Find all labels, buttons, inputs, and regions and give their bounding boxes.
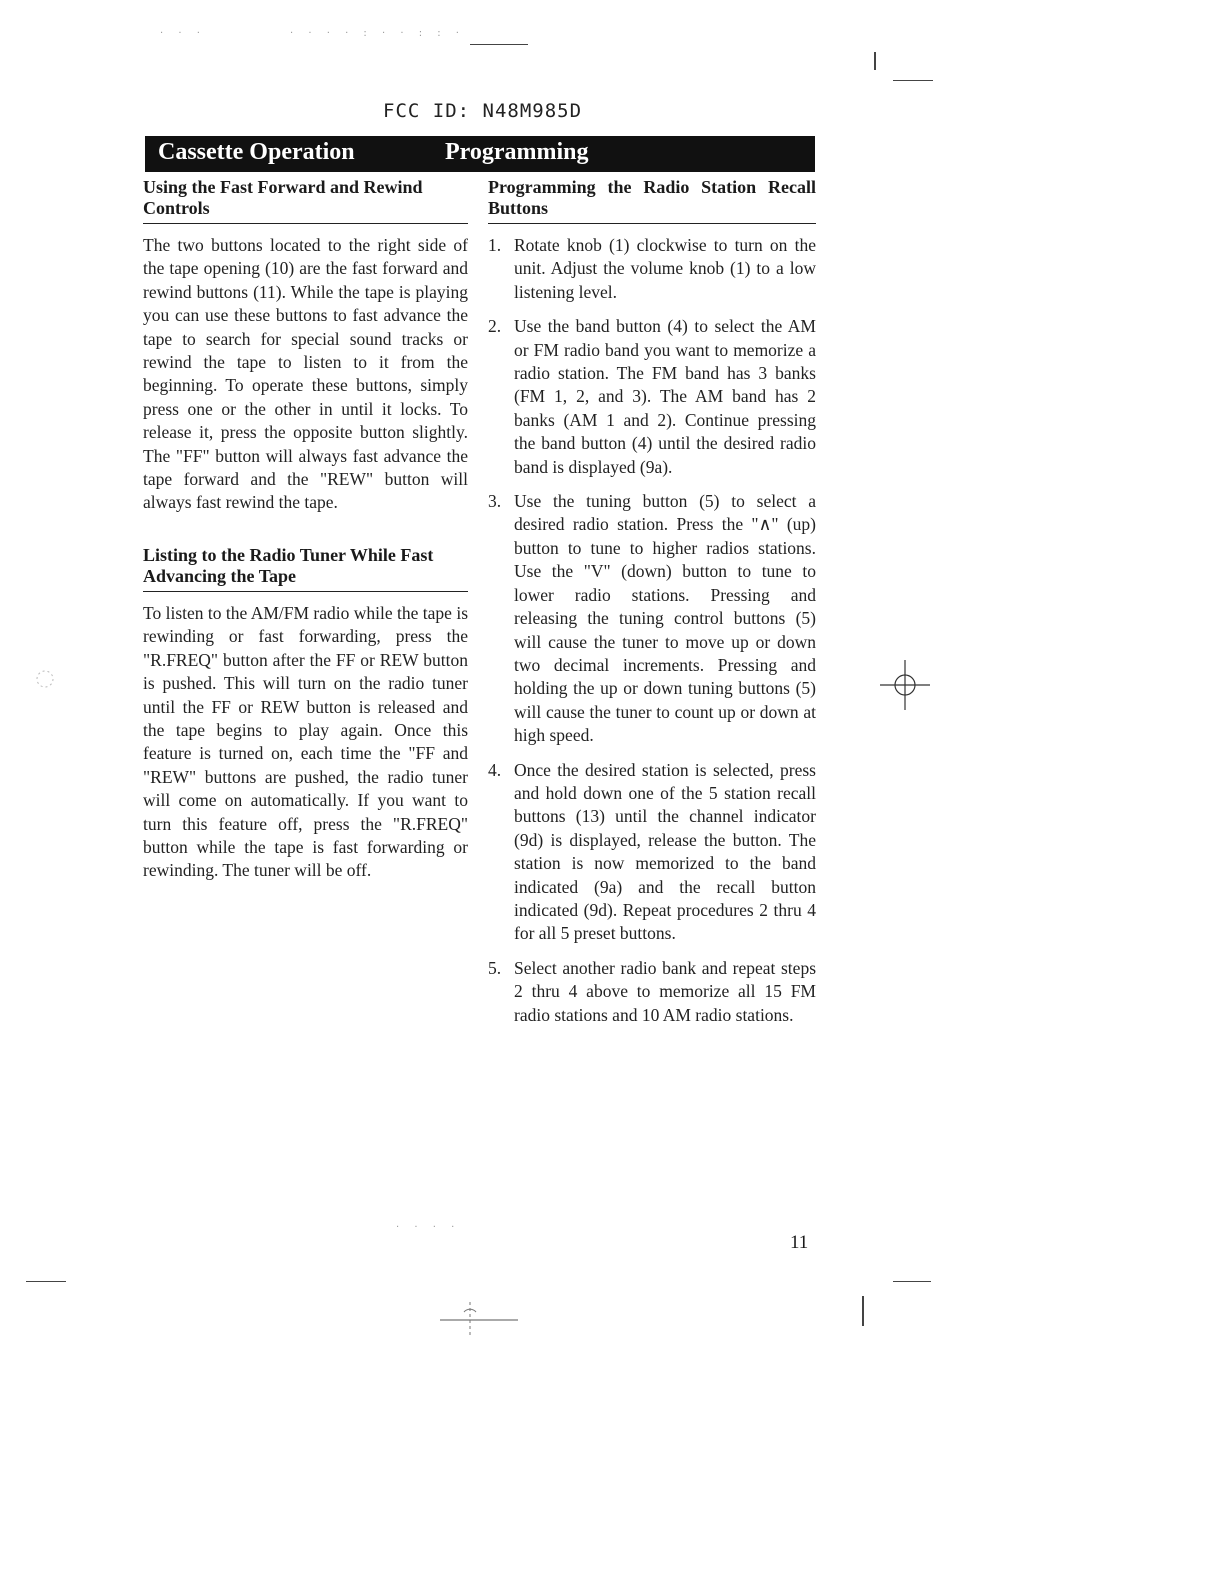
page-number: 11 xyxy=(790,1232,809,1253)
trim-mark xyxy=(862,1296,864,1326)
step-number: 5. xyxy=(488,957,502,978)
steps-list xyxy=(488,234,816,1027)
banner-title-cassette: Cassette Operation xyxy=(158,139,355,165)
step-text: Use the tuning button (5) to select a desired radio station. Press the "∧" (up) button to tune to higher radios stations. Use the "V" (down) button to tune to lower radio stations. Pressing and releasing the tuning control buttons (5) will cause the tuner to move up or down two decimal increments. Pressing and holding the up or down tuning buttons (5) will cause the tuner to count up or down at high speed. xyxy=(514,491,816,746)
heading-programming: Programming the Radio Station Recall Buttons xyxy=(488,177,816,224)
step-number: 2. xyxy=(488,316,502,337)
step-number: 3. xyxy=(488,491,502,512)
list-item xyxy=(488,759,816,946)
registration-mark-icon xyxy=(878,660,932,710)
heading-radio-tuner: Listing to the Radio Tuner While Fast Advancing the Tape xyxy=(143,545,468,592)
step-text: Once the desired station is selected, press and hold down one of the 5 station recall buttons (13) until the channel indicator (9d) is displayed, release the button. The station is now memorized to the band indicated (9a) and the recall button indicated (9d). Repeat procedures 2 thru 4 for all 5 preset buttons. xyxy=(514,759,816,944)
paragraph-fast-forward: The two buttons located to the right side of the tape opening (10) are the fast forward and rewind buttons (11). While the tape is playing you can use these buttons to fast advance the tape to search for special sound tracks or rewind the tape to listen to it from the beginning. To operate these buttons, simply press one or the other in until it locks. To release it, press the opposite button slightly. The "FF" button will always fast advance the tape forward and the "REW" button will always fast rewind the tape. xyxy=(143,235,468,513)
paragraph-radio-tuner: To listen to the AM/FM radio while the tape is rewinding or fast forwarding, press the "R.FREQ" button after the FF or REW button is pushed. This will turn on the radio tuner until the FF or REW button is released and the tape begins to play again. Once this feature is turned on, each time the "FF and "REW" buttons are pushed, the radio tuner will come on automatically. If you want to turn this feature off, press the "R.FREQ" button while the tape is fast forwarding or rewinding. The tuner will be off. xyxy=(143,602,468,881)
list-item xyxy=(488,315,816,479)
step-number: 4. xyxy=(488,759,502,780)
step-number: 1. xyxy=(488,235,502,255)
list-item xyxy=(488,957,816,1027)
bottom-registration-mark-icon xyxy=(440,1300,520,1340)
scan-speckle: · · · · xyxy=(396,1222,461,1233)
fcc-id: FCC ID: N48M985D xyxy=(383,100,583,122)
list-item xyxy=(488,234,816,304)
left-column xyxy=(143,177,468,883)
trim-mark xyxy=(26,1281,66,1282)
list-item xyxy=(488,490,816,747)
trim-mark xyxy=(470,44,528,45)
step-text: Use the band button (4) to select the AM or FM radio band you want to memorize a radio station. The FM band has 3 banks (FM 1, 2, and 3). The AM band has 2 banks (AM 1 and 2). Continue pressing the band button (4) until the desired radio band is displayed (9a). xyxy=(514,316,816,477)
scan-speckle: · · · · : · · : : · xyxy=(290,28,465,39)
heading-fast-forward: Using the Fast Forward and Rewind Controls xyxy=(143,177,468,224)
faint-registration-mark-icon xyxy=(28,664,62,694)
right-column xyxy=(488,177,816,1038)
step-text: Select another radio bank and repeat steps 2 thru 4 above to memorize all 15 FM radio stations and 10 AM radio stations. xyxy=(514,957,816,1025)
trim-mark xyxy=(874,52,876,70)
trim-mark xyxy=(893,80,933,81)
section-banner xyxy=(145,136,815,172)
step-text: Rotate knob (1) clockwise to turn on the unit. Adjust the volume knob (1) to a low listening level. xyxy=(514,235,816,302)
scan-speckle: · · · xyxy=(160,28,206,39)
trim-mark xyxy=(893,1281,931,1282)
banner-title-programming: Programming xyxy=(445,139,589,165)
